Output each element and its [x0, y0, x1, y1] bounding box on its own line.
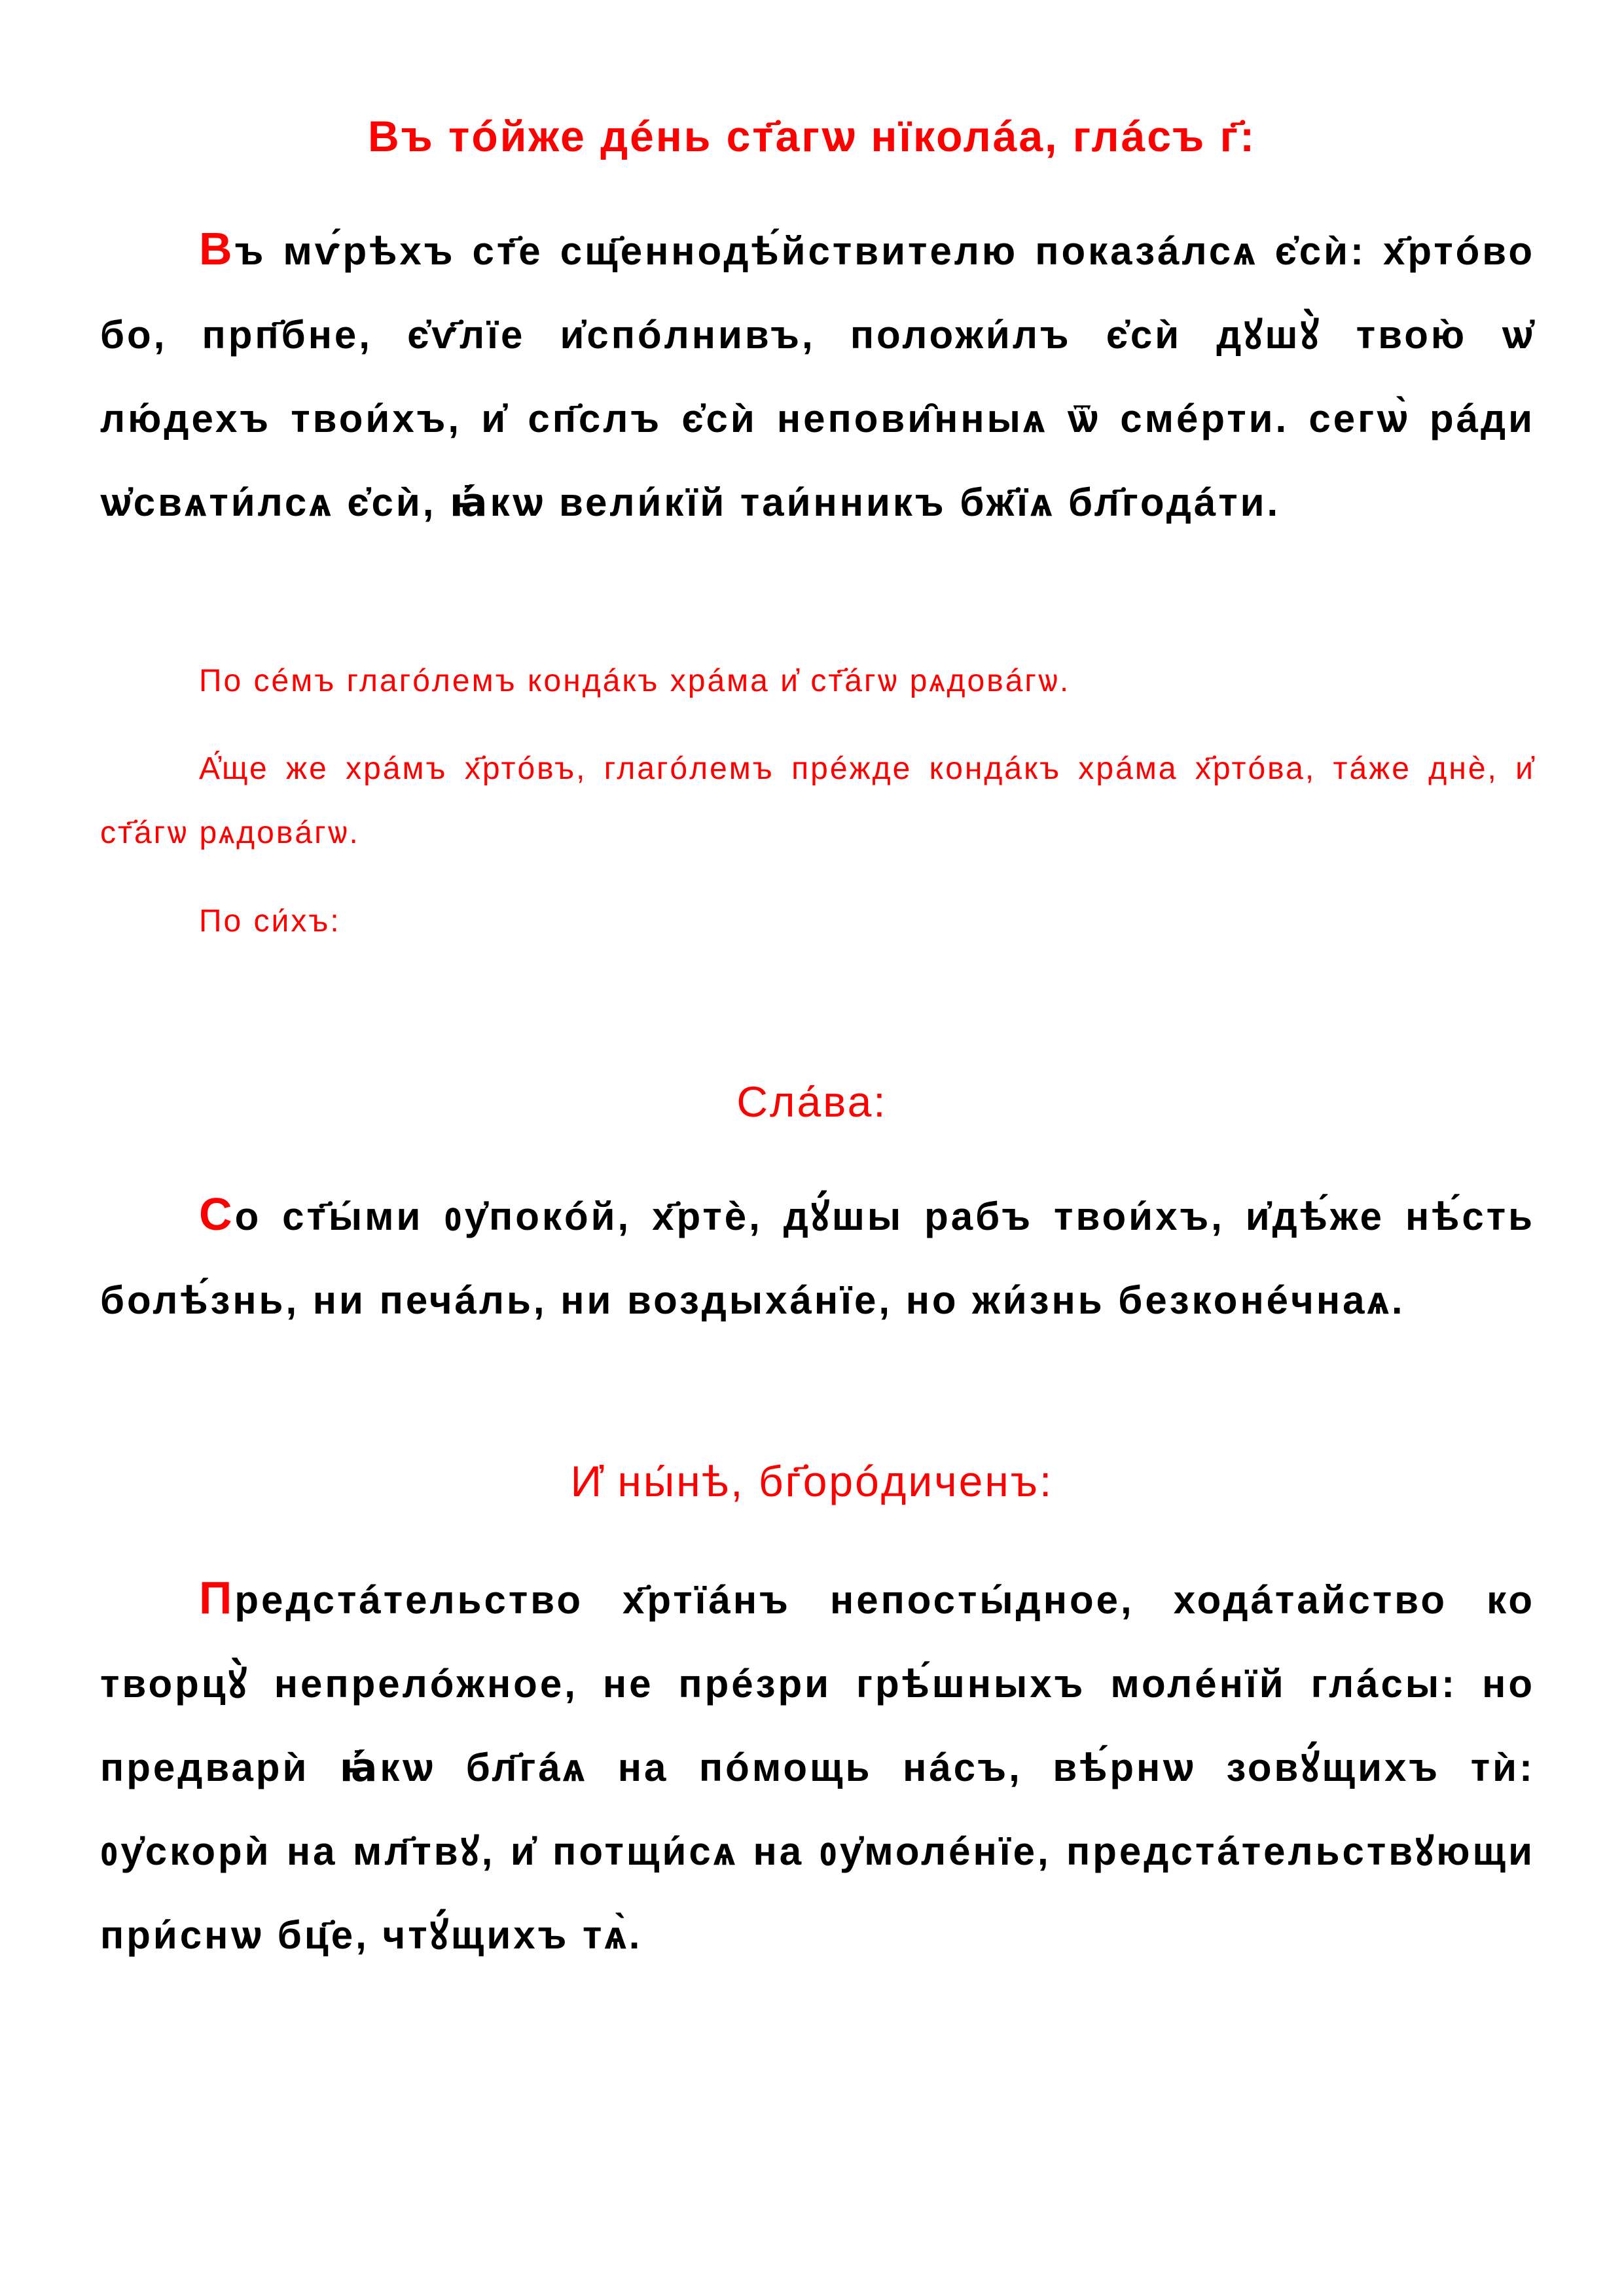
glory-paragraph: [100, 1172, 1535, 1342]
drop-initial: С: [199, 1189, 235, 1240]
theotokion-text: редстáтельство х҃ртїáнъ непосты́дное, ходáтайство ко творцꙋ̀ непрелóжное, не прéзри грѣ́шныхъ молéнїй глáсы: но предварѝ ꙗ҆́кѡ бл҃гáѧ на пóмощь нáсъ, вѣ́рнѡ зовꙋ́щихъ тѝ: ᲂу҆скорѝ на мл҃твꙋ, и҆ потщи́сѧ на ᲂу҆молéнїе, предстáтельствꙋющи при́снѡ бц҃е, чтꙋ́щихъ тѧ̀.: [100, 1578, 1535, 1957]
glory-heading: Сла́ва:: [736, 1077, 888, 1126]
drop-initial: П: [199, 1572, 235, 1623]
troparion-paragraph: [100, 207, 1535, 545]
theotokion-paragraph: [100, 1556, 1535, 1977]
rubric-2: А҆́ще же хрáмъ х҃ртóвъ, глагóлемъ прéжде кондáкъ хрáма х҃ртóва, тáже днѐ, и҆ ст҃áгѡ рѧдовáгѡ.: [100, 751, 1535, 850]
rubric-3: По си́хъ:: [199, 904, 341, 939]
drop-initial: В: [199, 223, 235, 274]
glory-text: о ст҃ы́ми ᲂу҆покóй, х҃ртѐ, дꙋ́шы рабъ твои́хъ, и҆дѣ́же нѣ́сть болѣ́знь, ни печáль, ни воздыхáнїе, но жи́знь безконéчнаѧ.: [100, 1194, 1535, 1322]
rubric-1: По сéмъ глагóлемъ кондáкъ хрáма и҆ ст҃áгѡ рѧдовáгѡ.: [199, 664, 1071, 698]
troparion-text: ъ мѵ́рѣхъ ст҃е сщ҃еннодѣ́йствителю показáлсѧ є҆сѝ: х҃ртóво бо, прп҃бне, є҆ѵ҃лїе и҆спóлнивъ, положи́лъ є҆сѝ дꙋшꙋ̀ твою̀ ѡ҆ лю́дехъ твои́хъ, и҆ сп҃слъ є҆сѝ непови̑нныѧ ѿ смéрти. сегѡ̀ рáди ѡ҆свѧти́лсѧ є҆сѝ, ꙗ҆́кѡ вели́кїй таи́нникъ бж҃їѧ бл҃годáти.: [100, 229, 1535, 524]
service-title: Въ тóйже дéнь ст҃агѡ нїколáа, глáсъ г҃:: [367, 112, 1257, 160]
theotokion-heading: И҆ ны́нѣ, бг҃орóдиченъ:: [570, 1457, 1054, 1505]
